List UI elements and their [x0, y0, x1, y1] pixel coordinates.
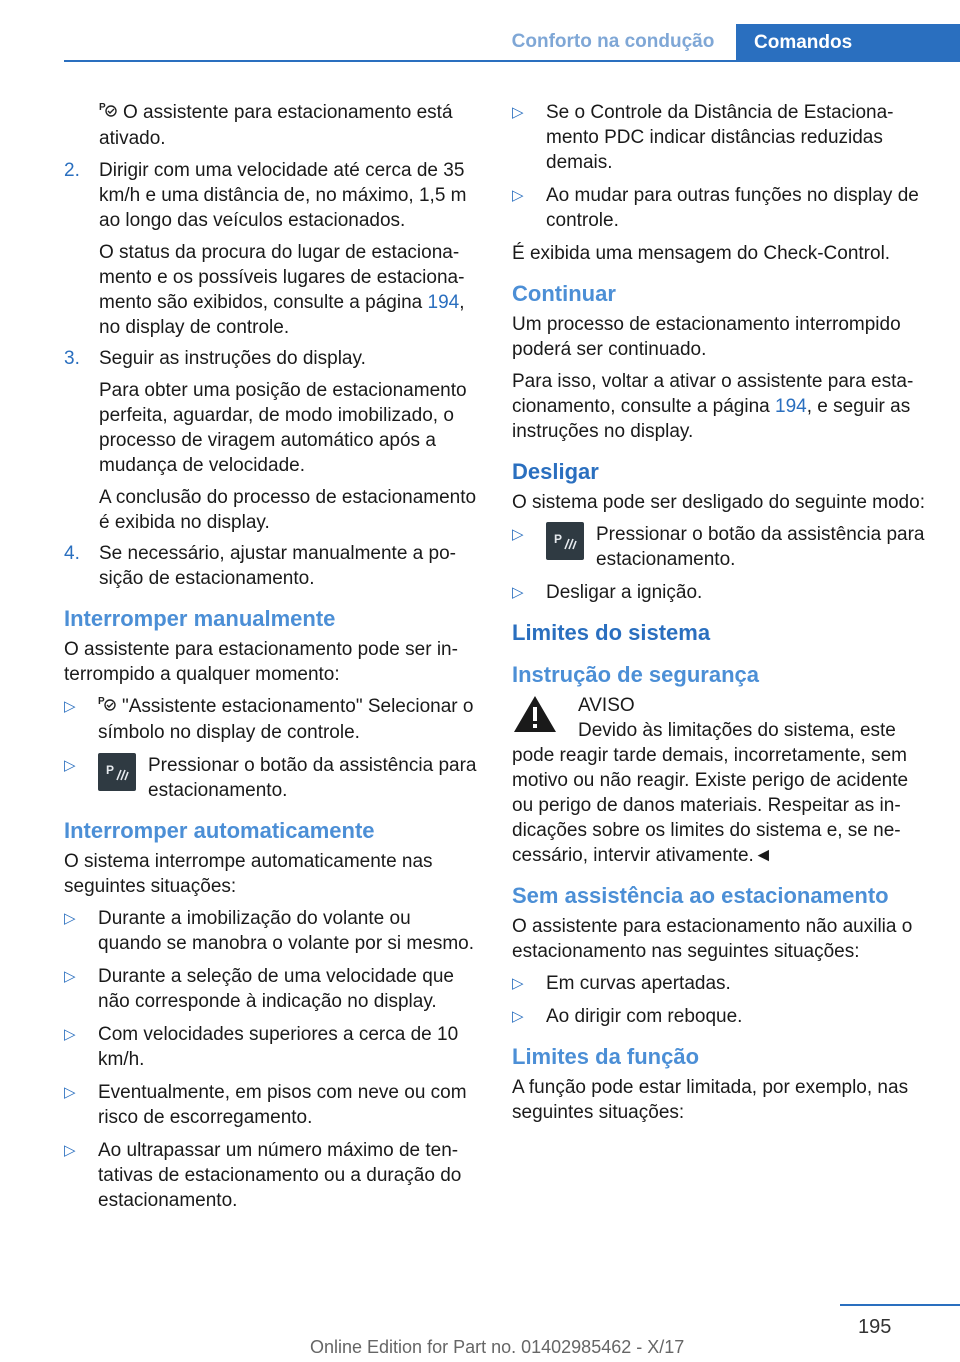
list-item: ▷ P Pressionar o botão da assistência para estacionamento.: [64, 755, 477, 801]
page-ref-link[interactable]: 194: [427, 292, 460, 313]
park-assist-icon: [99, 100, 123, 126]
header-rule: [64, 60, 960, 62]
list-item: ▷ Se o Controle da Distância de Estacionamento PDC indicar distâncias reduzidas demais.: [512, 102, 894, 173]
list-item: ▷ Com velocidades superiores a cerca de 10 km/h.: [64, 1024, 459, 1070]
triangle-right-icon: ▷: [512, 584, 524, 601]
step-text: Seguir as instruções do display.: [99, 348, 366, 369]
step-text: Dirigir com uma velocidade até cerca de 35 km/h e uma distância de, no máximo, 1,5 m ao longo das veículos estacionados.: [99, 160, 467, 231]
section-tab: Conforto na condução: [490, 24, 736, 60]
heading-auto-stop: Interromper automaticamente: [64, 818, 375, 843]
manual-text: O assistente para estacionamento pode ser interrompido a qualquer momento:: [64, 639, 458, 685]
list-item: ▷ Durante a seleção de uma velocidade que não corresponde à indicação no display.: [64, 966, 454, 1012]
list-item: ▷ Desligar a ignição.: [512, 582, 703, 603]
triangle-right-icon: ▷: [512, 975, 524, 992]
page-number: 195: [858, 1316, 892, 1338]
list-item: ▷ Eventualmente, em pisos com neve ou com risco de escorregamento.: [64, 1082, 467, 1128]
edition-footer: Online Edition for Part no. 01402985462 - X/17: [310, 1337, 685, 1357]
park-assist-button-icon: [546, 522, 584, 560]
warning-block: [512, 693, 930, 743]
list-item: ▷ Ao mudar para outras funções no display de controle.: [512, 185, 919, 231]
heading-manual-stop: Interromper manualmente: [64, 606, 336, 631]
right-column: [512, 100, 930, 1132]
chapter-tab: Comandos: [736, 24, 960, 62]
svg-text:P: P: [99, 102, 106, 113]
page-ref-link[interactable]: 194: [775, 396, 807, 417]
list-item: ▷ Ao ultrapassar um número máximo de tentativas de estacionamento ou a duração do estacionamento.: [64, 1140, 462, 1211]
step-2: [64, 158, 478, 340]
continue-text: Um processo de estacionamento interrompido poderá ser continuado.: [512, 314, 901, 360]
continue-text-2: Para isso, voltar a ativar o assistente para estacionamento, consulte a página 194, e seguir as instruções no display.: [512, 371, 914, 442]
triangle-right-icon: ▷: [512, 187, 524, 204]
warning-title: AVISO: [578, 695, 635, 716]
triangle-right-icon: ▷: [64, 1142, 76, 1159]
step-3: [64, 346, 478, 535]
function-limits-text: A função pode estar limitada, por exemplo, nas seguintes situações:: [512, 1077, 909, 1123]
triangle-right-icon: ▷: [512, 104, 524, 121]
heading-switch-off: Desligar: [512, 459, 599, 484]
step-number: 4.: [64, 543, 80, 564]
list-item: ▷ Ao dirigir com reboque.: [512, 1006, 743, 1027]
list-item: ▷ P Pressionar o botão da assistência para estacionamento.: [512, 524, 925, 570]
triangle-right-icon: ▷: [64, 1026, 76, 1043]
step-number: 2.: [64, 160, 80, 181]
heading-continue: Continuar: [512, 281, 616, 306]
step-4: [64, 541, 478, 591]
list-item: ▷ Durante a imobilização do volante ou quando se manobra o volante por si mesmo.: [64, 908, 474, 954]
step-text: Se necessário, ajustar manualmente a posição de estacionamento.: [99, 543, 456, 589]
triangle-right-icon: ▷: [64, 910, 76, 927]
warning-first-line: Devido às limitações do sistema, este: [578, 720, 896, 741]
triangle-right-icon: ▷: [512, 526, 524, 543]
intro-paragraph: [64, 100, 478, 151]
intro-text: O assistente para estacionamento está ativado.: [99, 102, 453, 149]
triangle-right-icon: ▷: [64, 1084, 76, 1101]
triangle-right-icon: ▷: [64, 757, 76, 774]
park-assist-icon: [98, 694, 122, 720]
svg-text:P: P: [554, 532, 563, 546]
warning-triangle-icon: [512, 693, 558, 735]
no-assist-text: O assistente para estacionamento não auxilia o estacionamento nas seguintes situações:: [512, 916, 913, 962]
svg-text:P: P: [106, 763, 115, 777]
heading-system-limits: Limites do sistema: [512, 620, 711, 645]
triangle-right-icon: ▷: [64, 698, 76, 715]
page-header: [0, 0, 960, 62]
check-control-text: É exibida uma mensagem do Check-Control.: [512, 243, 891, 264]
list-item: ▷ P "Assistente estacionamento" Selecionar o símbolo no display de controle.: [64, 696, 474, 743]
triangle-right-icon: ▷: [512, 1008, 524, 1025]
step-text: Para obter uma posição de estacionamento perfeita, aguardar, de modo imobilizado, o processo de viragem automático após a mudança de velocidade.: [99, 380, 467, 476]
svg-text:P: P: [98, 696, 105, 707]
list-item: ▷ Em curvas apertadas.: [512, 973, 731, 994]
step-number: 3.: [64, 348, 80, 369]
step-text: A conclusão do processo de estacionamento é exibida no display.: [99, 487, 477, 533]
heading-no-assist: Sem assistência ao estacionamento: [512, 883, 889, 908]
heading-safety: Instrução de segurança: [512, 662, 759, 687]
heading-function-limits: Limites da função: [512, 1044, 700, 1069]
triangle-right-icon: ▷: [64, 968, 76, 985]
warning-text: pode reagir tarde demais, incorretamente, sem motivo ou não reagir. Existe perigo de acidente ou perigo de danos materiais. Respeitar as indicações sobre os limites do sistema e, se necessário, intervir ativamente.◄: [512, 745, 909, 866]
off-text: O sistema pode ser desligado do seguinte modo:: [512, 492, 925, 513]
park-assist-button-icon: [98, 753, 136, 791]
step-text: O status da procura do lugar de estacionamento e os possíveis lugares de estacionamento são exibidos, consulte a página 194, no display de controle.: [99, 242, 465, 338]
left-column: [64, 100, 478, 1221]
footer-rule: [840, 1304, 960, 1306]
auto-text: O sistema interrompe automaticamente nas seguintes situações:: [64, 851, 433, 897]
